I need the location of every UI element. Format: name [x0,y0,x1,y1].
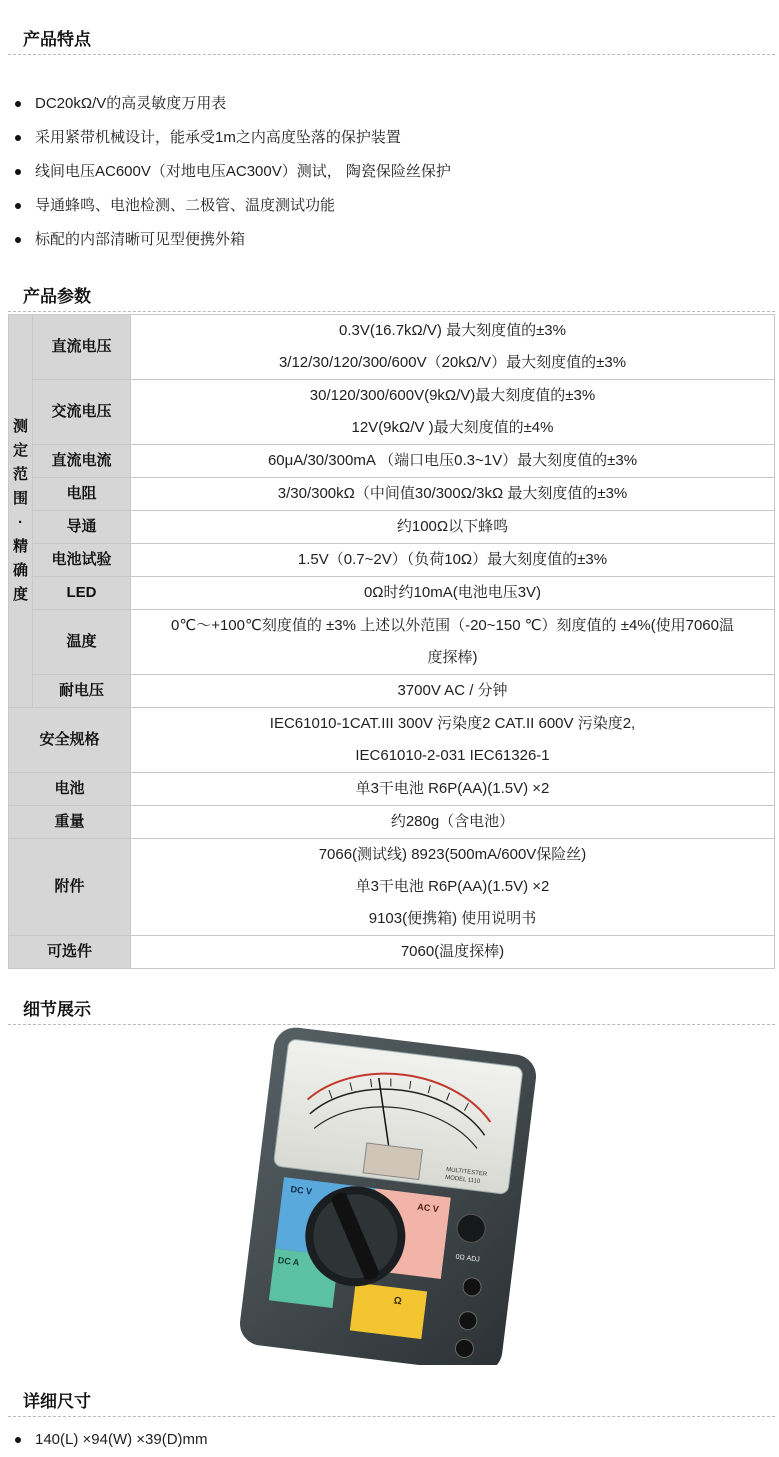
measure-range-char: 定 [12,442,28,459]
spec-value-line: 约280g（含电池） [390,813,515,830]
measure-range-char: 精 [12,538,28,555]
table-row [9,544,775,577]
size-list [0,1423,779,1457]
dial-label: DC A [277,1255,300,1268]
spec-value [131,544,775,577]
spec-label: 直流电压 [33,315,131,380]
table-row [9,806,775,839]
spec-label: 可选件 [9,936,131,969]
bullet-icon [15,101,21,107]
list-item [0,121,779,155]
measure-range-label [9,315,33,708]
spec-value [131,708,775,773]
measure-range-char: 度 [12,586,28,603]
dial-label: AC V [416,1201,440,1215]
dashed-divider [8,54,775,55]
spec-label: 直流电流 [33,445,131,478]
table-row [9,936,775,969]
list-item [0,155,779,189]
ohm-zone [350,1283,427,1339]
spec-label: 电池试验 [33,544,131,577]
table-row [9,708,775,773]
spec-value [131,511,775,544]
table-row [9,478,775,511]
feature-text: 采用紧带机械设计，能承受1m之内高度坠落的保护装置 [35,129,401,146]
bullet-icon [15,237,21,243]
dashed-divider [8,311,775,312]
multimeter-illustration [0,1025,779,1365]
spec-value [131,675,775,708]
spec-value-line: 单3干电池 R6P(AA)(1.5V) ×2 [355,878,550,895]
spec-value-line: IEC61010-1CAT.III 300V 污染度2 CAT.II 600V 污染度2, [269,715,636,732]
spec-value-line: 30/120/300/600V(9kΩ/V)最大刻度值的±3% [309,387,596,404]
spec-value [131,806,775,839]
spec-value [131,610,775,675]
measure-range-char: 测 [12,418,28,435]
table-row [9,675,775,708]
spec-value [131,577,775,610]
spec-value-line: 1.5V（0.7~2V）（负荷10Ω）最大刻度值的±3% [297,551,608,568]
list-item [0,223,779,257]
feature-text: 导通蜂鸣、电池检测、二极管、温度测试功能 [35,197,336,214]
detail-title: 细节展示 [23,1000,91,1019]
params-title: 产品参数 [23,287,91,306]
spec-label: 交流电压 [33,380,131,445]
spec-value-line: 9103(便携箱) 使用说明书 [368,910,537,927]
model-label: MODEL 1110 [444,1174,481,1186]
list-item [0,189,779,223]
feature-text: 标配的内部清晰可见型便携外箱 [35,231,246,248]
spec-value-line: 3/12/30/120/300/600V（20kΩ/V）最大刻度值的±3% [278,354,627,371]
spec-value [131,445,775,478]
spec-label: 导通 [33,511,131,544]
spec-value [131,773,775,806]
spec-table [8,314,775,969]
adj-label: 0Ω ADJ [455,1253,481,1264]
spec-label: 耐电压 [33,675,131,708]
meter-label: MULTITESTER [445,1166,488,1178]
table-row [9,577,775,610]
measure-range-char: 范 [12,466,28,483]
features-title: 产品特点 [23,30,91,49]
spec-value [131,936,775,969]
measure-range-char: 围 [12,490,28,507]
measure-range-char: · [18,514,23,531]
spec-value [131,839,775,936]
spec-label: 电池 [9,773,131,806]
bullet-icon [15,203,21,209]
spec-value-line: 0.3V(16.7kΩ/V) 最大刻度值的±3% [338,322,566,339]
bullet-icon [15,135,21,141]
spec-value-line: 0℃～+100℃刻度值的 ±3% 上述以外范围（-20~150 ℃）刻度值的 ±4%(使用7060温 [171,617,734,634]
dial-label: DC V [289,1184,313,1197]
spec-value-line: 7066(测试线) 8923(500mA/600V保险丝) [318,846,587,863]
spec-value-line: 单3干电池 R6P(AA)(1.5V) ×2 [355,780,550,797]
table-row [9,380,775,445]
table-row [9,315,775,380]
list-item [0,1423,779,1457]
spec-label: 安全规格 [9,708,131,773]
table-row [9,839,775,936]
spec-value-line: 12V(9kΩ/V )最大刻度值的±4% [351,419,554,436]
size-title: 详细尺寸 [23,1392,91,1411]
measure-range-char: 确 [12,562,28,579]
feature-text: DC20kΩ/V的高灵敏度万用表 [35,95,227,112]
spec-value-line: 3700V AC / 分钟 [397,682,508,699]
bullet-icon [15,169,21,175]
dial-label: Ω [393,1295,403,1308]
spec-value-line: 度探棒) [427,649,478,666]
features-list [0,87,779,257]
spec-value-line: 7060(温度探棒) [400,943,505,960]
spec-value [131,478,775,511]
feature-text: 线间电压AC600V（对地电压AC300V）测试， 陶瓷保险丝保护 [35,163,451,180]
spec-value-line: 0Ω时约10mA(电池电压3V) [363,584,542,601]
size-heading [0,1381,779,1417]
table-row [9,511,775,544]
dashed-divider [8,1416,775,1417]
spec-value [131,315,775,380]
spec-label: 重量 [9,806,131,839]
table-row [9,445,775,478]
bullet-icon [15,1437,21,1443]
table-row [9,610,775,675]
spec-value-line: IEC61010-2-031 IEC61326-1 [355,747,550,764]
spec-label: 温度 [33,610,131,675]
params-heading [0,276,779,312]
spec-value-line: 约100Ω以下蜂鸣 [396,518,509,535]
spec-value-line: 60μA/30/300mA （端口电压0.3~1V）最大刻度值的±3% [267,452,638,469]
features-heading [0,19,779,55]
detail-heading [0,989,779,1025]
spec-value [131,380,775,445]
spec-value-line: 3/30/300kΩ（中间值30/300Ω/3kΩ 最大刻度值的±3% [277,485,628,502]
product-photo [0,1025,779,1365]
list-item [0,87,779,121]
spec-label: 电阻 [33,478,131,511]
table-row [9,773,775,806]
size-text: 140(L) ×94(W) ×39(D)mm [35,1431,208,1448]
spec-label: LED [33,577,131,610]
spec-label: 附件 [9,839,131,936]
